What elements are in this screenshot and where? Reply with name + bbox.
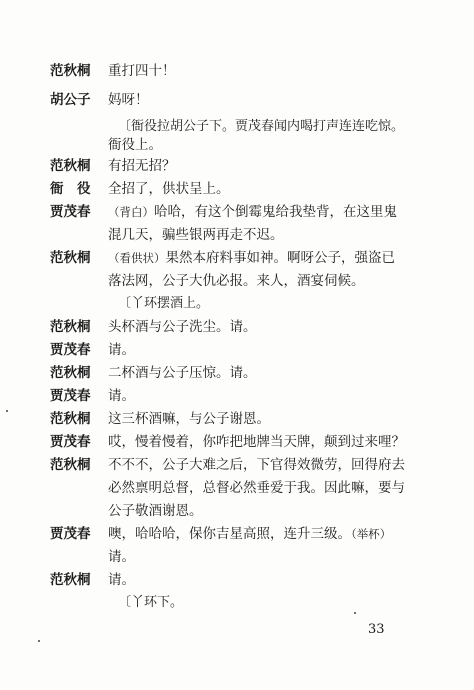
line-body: 请。 <box>108 342 135 358</box>
line-body: 二杯酒与公子压惊。请。 <box>108 365 257 381</box>
line-text <box>108 364 257 382</box>
speaker-name: 贾茂春 <box>50 204 91 220</box>
line-text <box>108 387 135 405</box>
line-text <box>108 180 230 198</box>
line-text <box>108 433 405 451</box>
line-text <box>108 571 135 589</box>
stage-direction <box>118 295 209 313</box>
scan-speck <box>354 612 356 614</box>
line-text <box>108 272 365 290</box>
line-body: 有招无招？ <box>108 158 176 174</box>
line-body: 妈呀！ <box>108 92 149 108</box>
line-text <box>108 456 405 474</box>
speaker-name: 贾茂春 <box>50 342 91 358</box>
line-body: 头杯酒与公子洗尘。请。 <box>108 319 257 335</box>
line-text <box>108 91 149 109</box>
aside-direction: （背白） <box>108 205 154 219</box>
aside-direction: （看供状） <box>108 251 166 265</box>
line-text <box>108 62 176 80</box>
line-text <box>108 525 391 543</box>
line-text <box>108 136 162 154</box>
line-body: 哎，慢着慢着，你咋把地牌当天牌，颠到过来哩？ <box>108 434 405 450</box>
line-text <box>108 341 135 359</box>
speaker-name: 胡公子 <box>50 92 91 108</box>
line-text <box>108 479 405 497</box>
line-body: 这三杯酒嘛，与公子谢恩。 <box>108 411 270 427</box>
speaker-name: 贾茂春 <box>50 388 91 404</box>
line-body: 请。 <box>108 572 135 588</box>
line-body: 噢，哈哈哈，保你吉星高照，连升三级。 <box>108 526 351 542</box>
aside-direction: （举杯） <box>351 527 392 541</box>
speaker-name: 范秋桐 <box>50 411 91 427</box>
line-text <box>108 548 135 566</box>
speaker-name: 范秋桐 <box>50 158 91 174</box>
line-text <box>108 502 203 520</box>
speaker-name: 范秋桐 <box>50 572 91 588</box>
speaker-name: 衙 役 <box>50 181 91 197</box>
speaker-name: 贾茂春 <box>50 526 91 542</box>
stage-direction <box>118 118 404 136</box>
line-text <box>108 249 395 267</box>
line-body: 〔丫环摆酒上。 <box>118 296 210 311</box>
line-body: 果然本府料事如神。啊呀公子，强盗已 <box>165 250 395 266</box>
line-body: 公子敬酒谢恩。 <box>108 503 203 519</box>
speaker-name: 范秋桐 <box>50 319 91 335</box>
page-number: 33 <box>368 622 385 637</box>
line-body: 全招了，供状呈上。 <box>108 181 230 197</box>
speaker-name: 范秋桐 <box>50 250 91 266</box>
speaker-name: 贾茂春 <box>50 434 91 450</box>
line-body: 〔衙役拉胡公子下。贾茂春闻内喝打声连连吃惊。 <box>118 119 405 134</box>
speaker-name: 范秋桐 <box>50 365 91 381</box>
line-text <box>108 410 270 428</box>
line-body: 必然禀明总督，总督必然垂爱于我。因此嘛，要与 <box>108 480 405 496</box>
line-body: 落法网，公子大仇必报。来人，酒宴伺候。 <box>108 273 365 289</box>
line-text <box>108 157 176 175</box>
line-body: 衙役上。 <box>108 137 162 153</box>
scan-speck <box>38 640 40 642</box>
speaker-name: 范秋桐 <box>50 457 91 473</box>
line-body: 请。 <box>108 549 135 565</box>
scan-speck <box>6 410 8 412</box>
line-text <box>108 318 257 336</box>
line-body: 混几天，骗些银两再走不迟。 <box>108 227 284 243</box>
speaker-name: 范秋桐 <box>50 63 91 79</box>
line-body: 哈哈，有这个倒霉鬼给我垫背，在这里鬼 <box>154 204 397 220</box>
line-text <box>108 226 284 244</box>
line-body: 〔丫环下。 <box>118 595 184 610</box>
stage-direction <box>118 594 183 612</box>
line-body: 不不不，公子大难之后，下官得效微劳，回得府去 <box>108 457 405 473</box>
line-body: 请。 <box>108 388 135 404</box>
line-body: 重打四十！ <box>108 63 176 79</box>
line-text <box>108 203 397 221</box>
